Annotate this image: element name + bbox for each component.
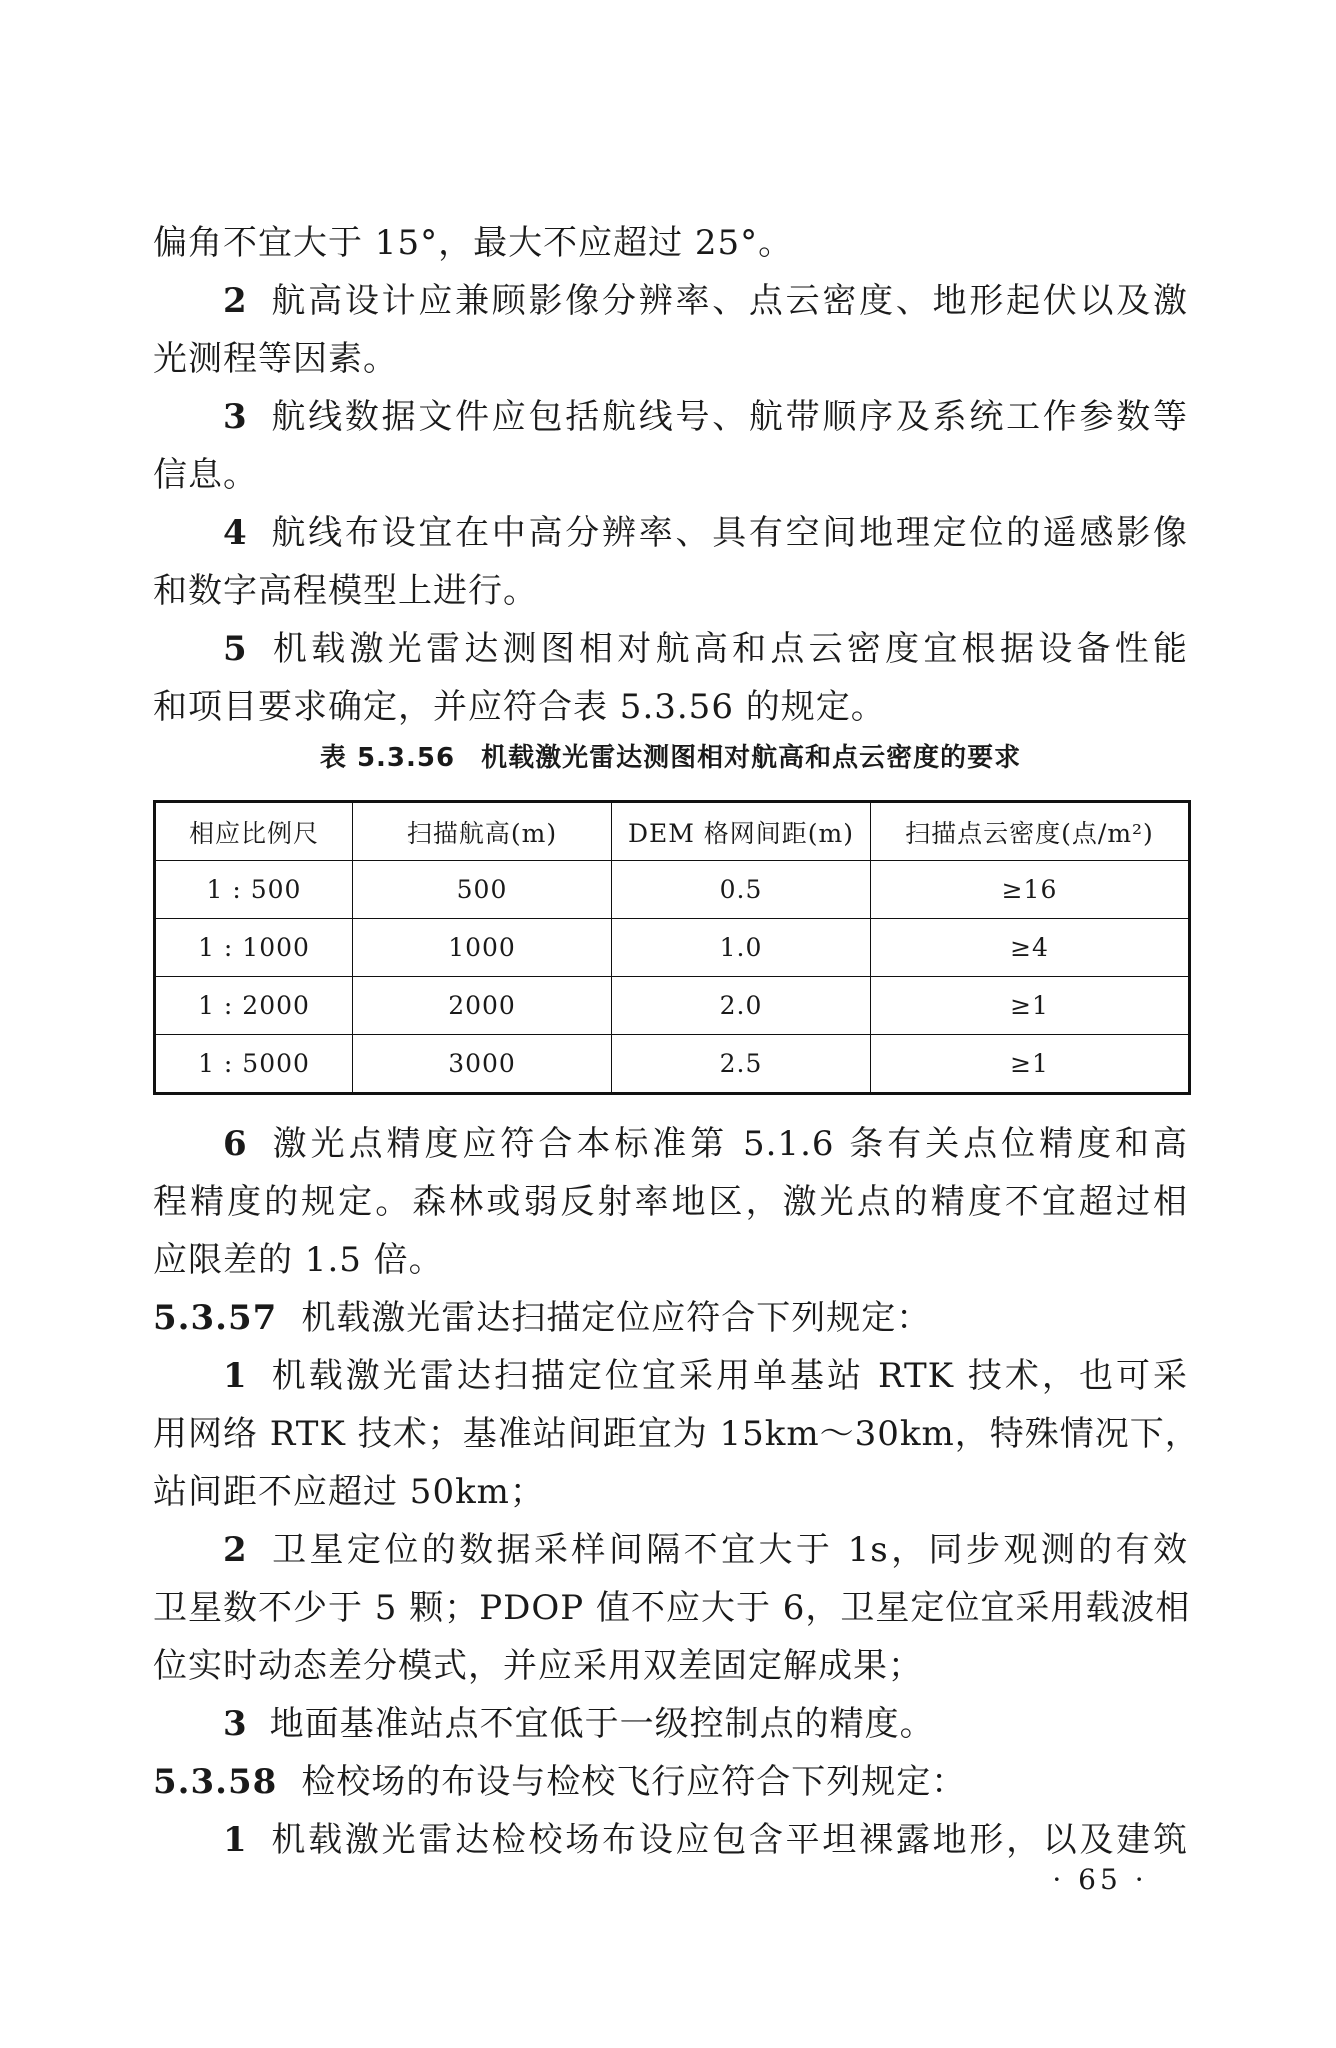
item-6-line-3: 应限差的 1.5 倍。 bbox=[153, 1240, 444, 1280]
clause-5-3-57-item-1-line-3: 站间距不应超过 50km； bbox=[153, 1472, 545, 1512]
table-cell: 2.5 bbox=[612, 1035, 871, 1094]
item-text: 航高设计应兼顾影像分辨率、点云密度、地形起伏以及激 bbox=[269, 281, 1188, 321]
clause-5-3-57-item-1-line-1 bbox=[223, 1347, 1188, 1405]
table-cell: 1 : 2000 bbox=[155, 977, 353, 1035]
item-2-line-1 bbox=[223, 272, 1188, 330]
clause-5-3-57-item-2-line-2: 卫星数不少于 5 颗；PDOP 值不应大于 6，卫星定位宜采用载波相 bbox=[153, 1588, 1191, 1628]
table-row bbox=[155, 977, 1190, 1035]
page-number: · 65 · bbox=[1052, 1863, 1148, 1896]
item-2-line-2: 光测程等因素。 bbox=[153, 339, 398, 379]
table-cell: 1 : 500 bbox=[155, 861, 353, 919]
table-cell: 1.0 bbox=[612, 919, 871, 977]
item-3-line-1 bbox=[223, 388, 1188, 446]
clause-number: 5.3.58 bbox=[153, 1762, 278, 1802]
item-5-line-2: 和项目要求确定，并应符合表 5.3.56 的规定。 bbox=[153, 687, 886, 727]
table-caption bbox=[153, 738, 1188, 778]
header-altitude: 扫描航高(m) bbox=[353, 802, 612, 861]
table-cell: ≥1 bbox=[871, 1035, 1190, 1094]
item-text: 机载激光雷达扫描定位宜采用单基站 RTK 技术，也可采 bbox=[269, 1356, 1188, 1396]
table-cell: 500 bbox=[353, 861, 612, 919]
table-cell: 1000 bbox=[353, 919, 612, 977]
table-header-row bbox=[155, 802, 1190, 861]
item-text: 卫星定位的数据采样间隔不宜大于 1s，同步观测的有效 bbox=[269, 1530, 1188, 1570]
table-cell: 0.5 bbox=[612, 861, 871, 919]
item-4-line-1 bbox=[223, 504, 1188, 562]
item-number: 2 bbox=[223, 1530, 248, 1570]
table-cell: 2.0 bbox=[612, 977, 871, 1035]
item-text: 机载激光雷达测图相对航高和点云密度宜根据设备性能 bbox=[269, 629, 1188, 669]
header-point-density: 扫描点云密度(点/m²) bbox=[871, 802, 1190, 861]
table-row bbox=[155, 919, 1190, 977]
item-6-line-1 bbox=[223, 1115, 1188, 1173]
clause-text: 机载激光雷达扫描定位应符合下列规定： bbox=[301, 1298, 932, 1338]
clause-5-3-57-heading bbox=[153, 1289, 1188, 1347]
item-number: 1 bbox=[223, 1356, 248, 1396]
item-number: 5 bbox=[223, 629, 248, 669]
table-cell: ≥4 bbox=[871, 919, 1190, 977]
item-number: 3 bbox=[223, 397, 248, 437]
item-text: 机载激光雷达检校场布设应包含平坦裸露地形，以及建筑 bbox=[269, 1820, 1188, 1860]
table-cell: 1 : 1000 bbox=[155, 919, 353, 977]
clause-5-3-57-item-1-line-2: 用网络 RTK 技术；基准站间距宜为 15km～30km，特殊情况下， bbox=[153, 1414, 1200, 1454]
table-cell: ≥16 bbox=[871, 861, 1190, 919]
table-row bbox=[155, 1035, 1190, 1094]
table-row bbox=[155, 861, 1190, 919]
item-5-line-1 bbox=[223, 620, 1188, 678]
clause-5-3-57-item-2-line-1 bbox=[223, 1521, 1188, 1579]
header-dem-spacing: DEM 格网间距(m) bbox=[612, 802, 871, 861]
table-cell: ≥1 bbox=[871, 977, 1190, 1035]
clause-5-3-58-heading bbox=[153, 1753, 1188, 1811]
table-cell: 2000 bbox=[353, 977, 612, 1035]
item-text: 航线布设宜在中高分辨率、具有空间地理定位的遥感影像 bbox=[269, 513, 1188, 553]
clause-5-3-57-item-3-line-1 bbox=[223, 1695, 1188, 1753]
table-cell: 3000 bbox=[353, 1035, 612, 1094]
item-text: 激光点精度应符合本标准第 5.1.6 条有关点位精度和高 bbox=[269, 1124, 1188, 1164]
item-number: 2 bbox=[223, 281, 248, 321]
item-6-line-2: 程精度的规定。森林或弱反射率地区，激光点的精度不宜超过相 bbox=[153, 1182, 1188, 1222]
item-number: 4 bbox=[223, 513, 248, 553]
item-number: 1 bbox=[223, 1820, 248, 1860]
clause-text: 检校场的布设与检校飞行应符合下列规定： bbox=[301, 1762, 967, 1802]
item-4-line-2: 和数字高程模型上进行。 bbox=[153, 571, 538, 611]
item-text: 地面基准站点不宜低于一级控制点的精度。 bbox=[269, 1704, 935, 1744]
item-number: 3 bbox=[223, 1704, 248, 1744]
item-3-line-2: 信息。 bbox=[153, 455, 258, 495]
header-scale: 相应比例尺 bbox=[155, 802, 353, 861]
paragraph-line: 偏角不宜大于 15°，最大不应超过 25°。 bbox=[153, 223, 794, 263]
table-caption-number: 表 5.3.56 bbox=[319, 743, 456, 773]
item-number: 6 bbox=[223, 1124, 248, 1164]
table-caption-title: 机载激光雷达测图相对航高和点云密度的要求 bbox=[481, 743, 1022, 773]
clause-5-3-57-item-2-line-3: 位实时动态差分模式，并应采用双差固定解成果； bbox=[153, 1646, 923, 1686]
item-text: 航线数据文件应包括航线号、航带顺序及系统工作参数等 bbox=[269, 397, 1188, 437]
spec-table bbox=[153, 800, 1191, 1095]
table-cell: 1 : 5000 bbox=[155, 1035, 353, 1094]
clause-number: 5.3.57 bbox=[153, 1298, 278, 1338]
